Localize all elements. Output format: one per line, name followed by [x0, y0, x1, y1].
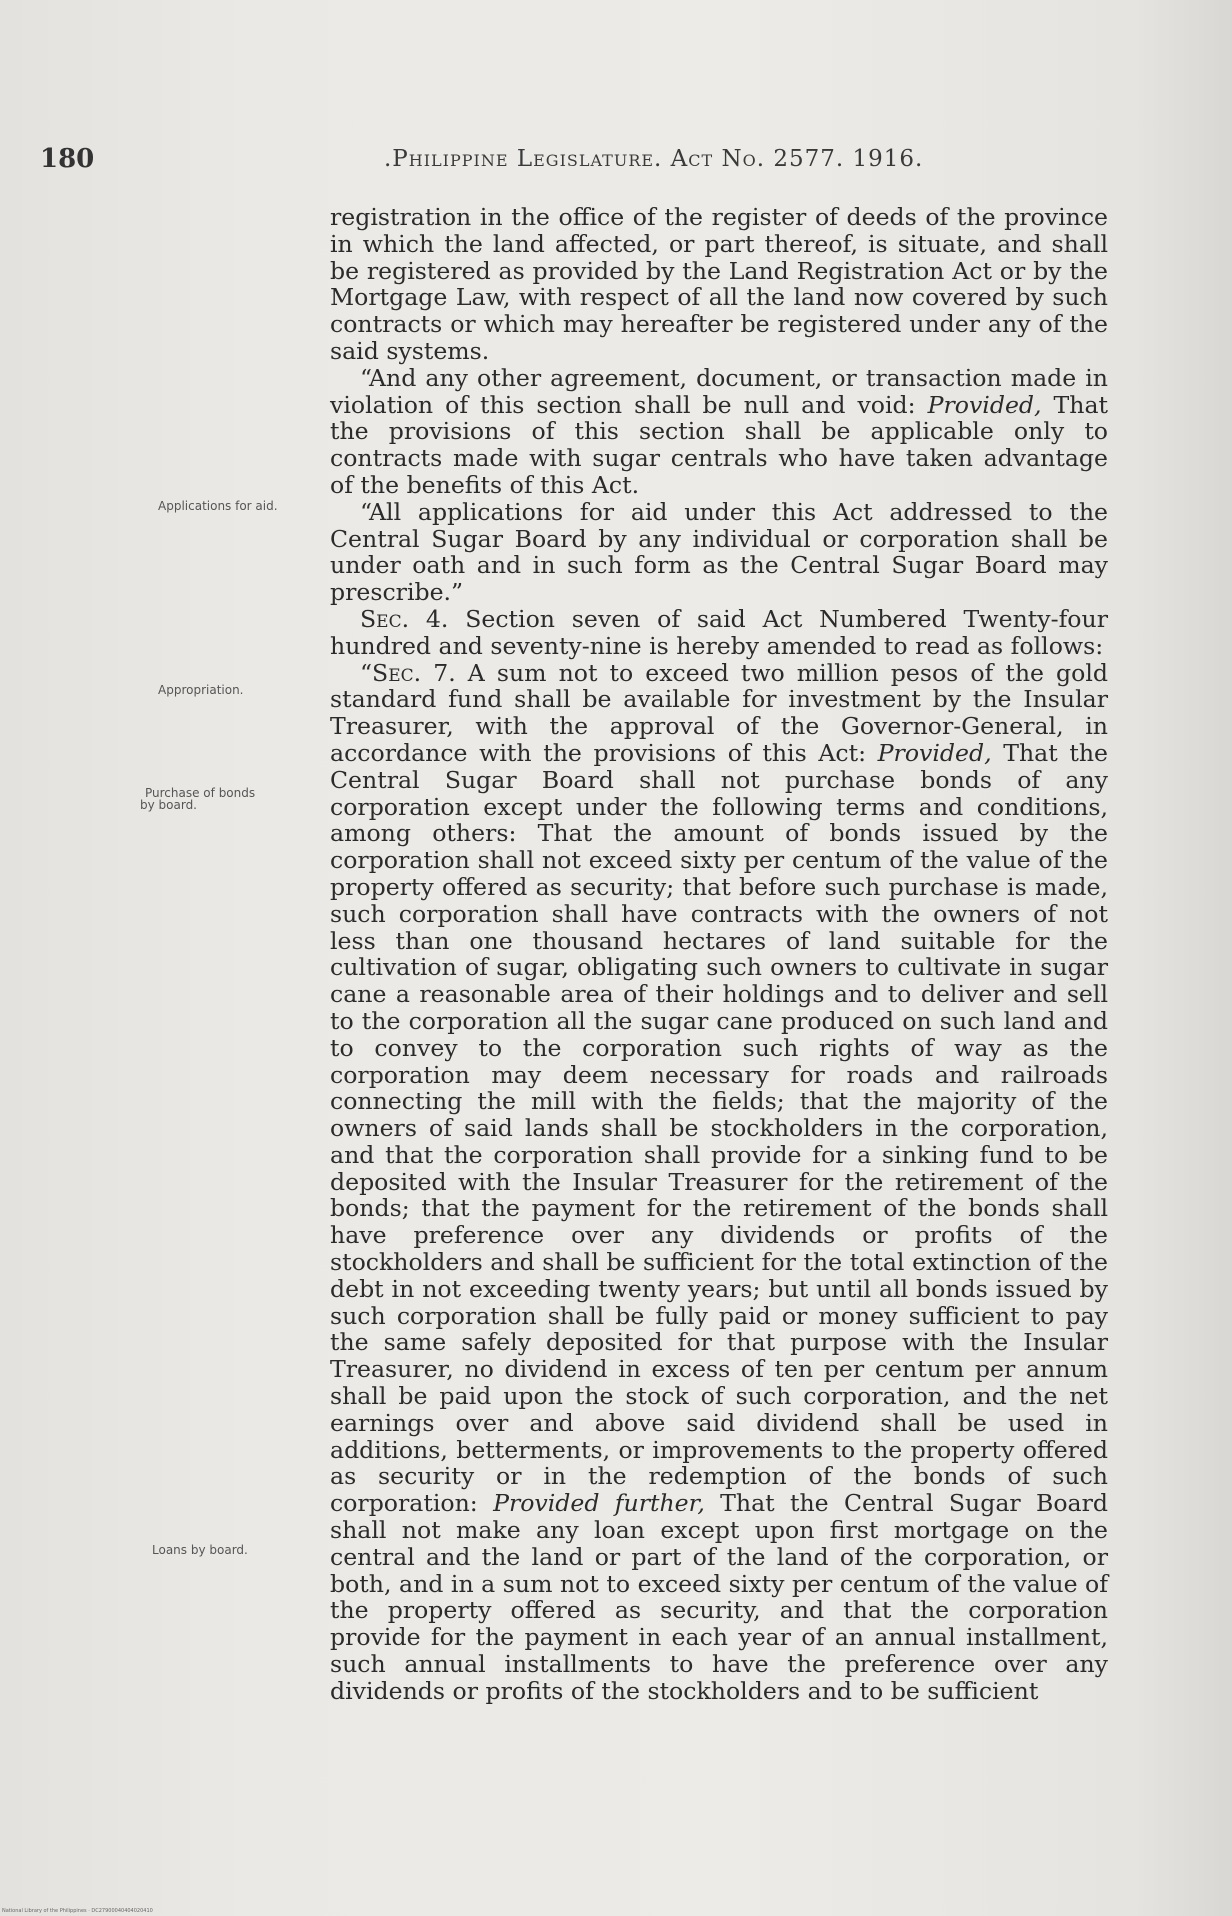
- running-head: .Philippine Legislature. Act No. 2577. 1916.: [384, 146, 924, 172]
- page-number: 180: [40, 144, 95, 174]
- provided-italic: Provided,: [927, 390, 1042, 419]
- paragraph-section-4: [330, 606, 1108, 660]
- section-7-text-c: That the Central Sugar Board shall not make any loan except upon first mortgage on the central and the land or part of the land of the corporation, or both, and in a sum not to exceed sixty per centum of the value of the property offered as security, and that the corporation provide for the payment in each year of an annual installment, such annual installments to have the preference over any dividends or profits of the stockholders and to be sufficient: [330, 1489, 1109, 1705]
- section-7-text-a: A sum not to exceed two million pesos of the gold standard fund shall be available for investment by the Insular Treasurer, with the approval of the Governor-General, in accordance with the provisions of this Act:: [330, 658, 1108, 767]
- section-7-text-b: That the Central Sugar Board shall not purchase bonds of any corporation except under the following terms and conditions, among others: That the amount of bonds issued by the corporation shall not exceed sixty per centum of the value of the property offered as security; that before such purchase is made, such corporation shall have contracts with the owners of not less than one thousand hectares of land suitable for the cultivation of sugar, obligating such owners to cultivate in sugar cane a reasonable area of their holdings and to deliver and sell to the corporation all the sugar cane produced on such land and to convey to the corporation such rights of way as the corporation may deem necessary for roads and railroads connecting the mill with the fields; that the majority of the owners of said lands shall be stockholders in the corporation, and that the corporation shall provide for a sinking fund to be deposited with the Insular Treasurer for the retirement of the bonds; that the payment for the retirement of the bonds shall have preference over any dividends or profits of the stockholders and shall be sufficient for the total extinction of the debt in not exceeding twenty years; but until all bonds issued by such corporation shall be fully paid or money sufficient to pay the same safely deposited for that purpose with the Insular Treasurer, no dividend in excess of ten per centum per annum shall be paid upon the stock of such corporation, and the net earnings over and above said dividend shall be used in additions, betterments, or improvements to the property offered as security or in the redemption of the bonds of such corporation:: [330, 738, 1108, 1518]
- side-note-loans: Loans by board.: [152, 1543, 248, 1557]
- paragraph-applications: “All applications for aid under this Act addressed to the Central Sugar Board by any individual or corporation shall be under oath and in such form as the Central Sugar Board may prescribe.”: [330, 497, 1108, 607]
- paragraph-agreement: [330, 365, 1108, 499]
- body-text: [330, 204, 1108, 1705]
- provided-italic: Provided,: [877, 738, 992, 767]
- side-note-purchase-line2: by board.: [140, 798, 197, 812]
- section-4-text: Section seven of said Act Numbered Twenty-four hundred and seventy-nine is hereby amended to read as follows:: [330, 604, 1108, 660]
- paragraph-agreement-start: “And any other agreement, document, or transaction made in violation of this section shall be null and void:: [330, 363, 1108, 419]
- provided-further-italic: Provided further,: [493, 1489, 705, 1518]
- section-4-label: Sec. 4.: [360, 604, 449, 633]
- scan-credit: National Library of the Philippines · DC27900040404020410: [2, 1908, 153, 1914]
- paragraph-agreement-rest: That the provisions of this section shall be applicable only to contracts made with sugar centrals who have taken advantage of the benefits of this Act.: [330, 390, 1108, 499]
- paragraph-registration: registration in the office of the register of deeds of the province in which the land affected, or part thereof, is situate, and shall be registered as provided by the Land Registration Act or by the Mortgage Law, with respect of all the land now covered by such contracts or which may hereafter be registered under any of the said systems.: [330, 203, 1108, 365]
- section-7-label: “Sec. 7.: [360, 658, 456, 687]
- side-note-purchase-line1: Purchase of bonds: [145, 786, 256, 800]
- side-note-applications: Applications for aid.: [158, 499, 278, 513]
- paragraph-section-7: [330, 660, 1108, 1705]
- page-header: [40, 144, 1120, 184]
- side-note-appropriation: Appropriation.: [158, 683, 244, 697]
